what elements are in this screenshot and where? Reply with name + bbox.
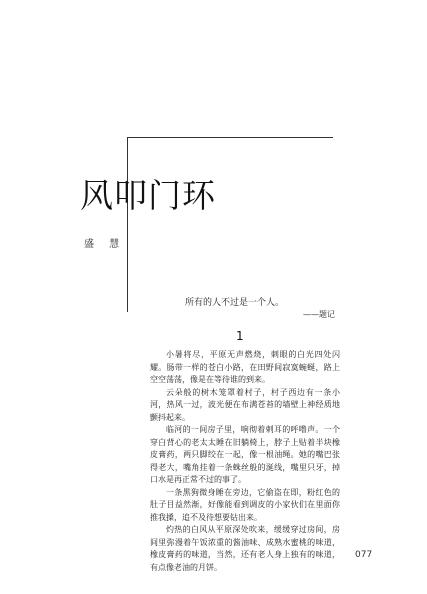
vertical-rule [127,137,128,312]
body-paragraph: 云朵般的树木笼罩着村子，村子西边有一条小河，热风一过，波光便在布满苍苔的墙壁上神经质地颤抖起来。 [150,387,340,422]
epigraph-text: 所有的人不过是一个人。 [185,298,285,308]
body-paragraph: 临河的一间房子里，响彻着剌耳的呼噜声。一个穿白背心的老太太睡在旧躺椅上，脖子上贴着半块橡皮膏药，两只脚绞在一起，像一根油绳。她的嘴巴张得老大，嘴角挂着一条蛛丝般的涎线，嘴里只牙，掉口水是再正常不过的事了。 [150,425,340,484]
body-paragraph: 小暑将尽，平原无声燃烧，刺眼的白光四处闪耀。肠带一样的苍白小路，在田野间寂寞蜿蜒，路上空空荡荡，像是在等待谁的到来。 [150,350,340,384]
article-title: 风叩门环 [80,176,216,215]
body-paragraph: 灼热的白风从平原深处吹来，缓缓穿过房间，房间里弥漫着午饭浓重的酱油味、成熟水蜜桃的味道，橡皮膏药的味道，当然，还有老人身上独有的味道，有点像老油的月饼。 [150,525,340,572]
epigraph-source: ——题记 [303,310,335,319]
horizontal-rule [127,137,333,138]
page-number: 077 [355,550,373,560]
body-paragraph: 一条黑狗微身睡在旁边，它偷盗在即，粉红色的肚子目益然渐，好像能看到调皮的小家伙们在里面你推我搡，追不及待想要钻出来。 [150,487,340,522]
article-body [150,349,340,574]
article-author: 盛 慧 [84,239,126,250]
section-number: 1 [236,329,244,343]
